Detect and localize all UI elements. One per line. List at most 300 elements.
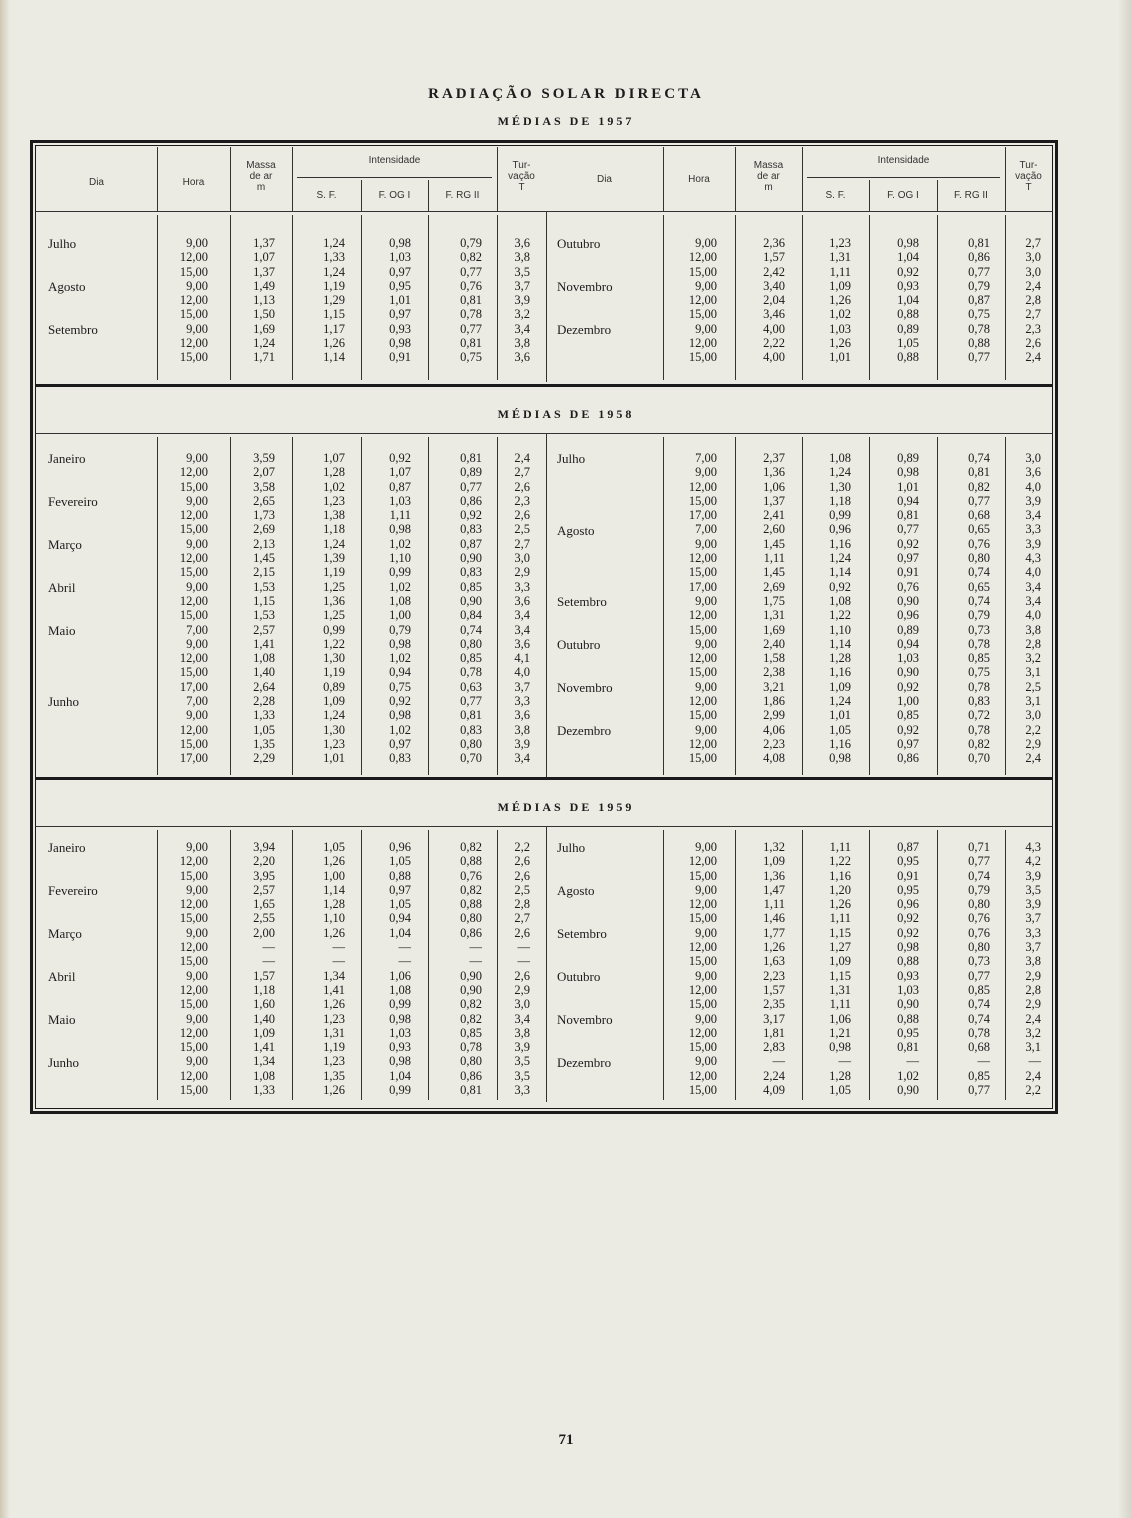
table-cell: 0,77	[460, 479, 482, 494]
table-cell: —	[517, 954, 530, 969]
column-hora	[180, 236, 208, 365]
center-column-rule	[546, 433, 547, 777]
table-cell: 0,73	[968, 622, 990, 637]
table-cell: 1,02	[389, 651, 411, 666]
column-rg	[968, 840, 990, 1097]
table-cell: —	[262, 940, 275, 955]
column-rg	[460, 236, 482, 365]
table-cell: 1,16	[829, 665, 851, 680]
table-cell: 2,64	[253, 679, 275, 694]
table-cell: 0,63	[460, 679, 482, 694]
table-cell: 1,14	[323, 882, 345, 897]
table-cell: 0,93	[389, 321, 411, 336]
table-cell: 0,92	[389, 694, 411, 709]
table-cell: 9,00	[186, 493, 208, 508]
table-cell: 2,23	[763, 736, 785, 751]
table-cell: 1,36	[323, 593, 345, 608]
page-number: 71	[558, 1432, 574, 1448]
column-rule	[292, 830, 293, 1100]
table-cell: 2,6	[514, 508, 530, 523]
table-cell: 1,09	[323, 694, 345, 709]
month-label: Dezembro	[557, 1054, 612, 1070]
section-title-1959: MÉDIAS DE 1959	[497, 800, 635, 814]
column-rule	[361, 830, 362, 1100]
table-cell: 2,4	[1025, 1068, 1041, 1083]
table-cell: 0,76	[460, 278, 482, 293]
table-cell: 0,86	[897, 751, 919, 766]
table-cell: 15,00	[688, 868, 717, 883]
column-massa	[763, 236, 785, 365]
table-cell: 0,72	[968, 708, 990, 723]
column-rg	[968, 236, 990, 365]
table-cell: 9,00	[695, 679, 717, 694]
table-cell: 1,69	[253, 321, 275, 336]
table-cell: 0,98	[389, 236, 411, 250]
table-cell: 0,78	[968, 679, 990, 694]
table-cell: 3,3	[1025, 925, 1041, 940]
table-cell: 3,8	[1025, 954, 1041, 969]
table-cell: 0,78	[460, 1040, 482, 1055]
column-sf	[323, 236, 345, 365]
header-rg: F. RG II	[954, 190, 988, 201]
table-cell: 1,32	[763, 840, 785, 854]
table-cell: 2,6	[514, 479, 530, 494]
table-cell: 1,22	[829, 608, 851, 623]
table-cell: 9,00	[695, 321, 717, 336]
table-cell: 15,00	[179, 1083, 208, 1098]
table-cell: 1,45	[253, 551, 275, 566]
column-rule	[869, 830, 870, 1100]
header-sf: S. F.	[825, 190, 846, 201]
table-cell: 3,0	[1025, 250, 1041, 265]
table-cell: 1,26	[323, 854, 345, 869]
table-cell: 1,09	[763, 854, 785, 869]
month-label: Abril	[48, 579, 76, 595]
table-cell: 0,87	[389, 479, 411, 494]
column-rule	[230, 215, 231, 380]
table-cell: 0,95	[897, 854, 919, 869]
table-cell: 2,5	[1025, 679, 1041, 694]
table-cell: 2,6	[1025, 336, 1041, 351]
table-cell: 0,97	[389, 882, 411, 897]
table-cell: 3,9	[1025, 868, 1041, 883]
month-label: Março	[48, 925, 82, 941]
table-cell: 15,00	[688, 307, 717, 322]
column-rule	[735, 215, 736, 380]
header-column-rule	[1005, 147, 1006, 211]
table-cell: 1,05	[897, 336, 919, 351]
table-cell: 2,8	[1025, 982, 1041, 997]
table-cell: 0,88	[897, 350, 919, 365]
column-sf	[829, 840, 851, 1097]
table-cell: 0,99	[323, 622, 345, 637]
table-cell: 2,13	[253, 536, 275, 551]
column-massa	[253, 236, 275, 365]
table-cell: 1,33	[323, 250, 345, 265]
table-cell: 1,41	[253, 636, 275, 651]
table-cell: 1,22	[323, 636, 345, 651]
table-cell: 15,00	[179, 868, 208, 883]
table-cell: 17,00	[179, 679, 208, 694]
table-cell: 2,29	[253, 751, 275, 766]
table-cell: 0,77	[968, 493, 990, 508]
table-cell: 2,57	[253, 882, 275, 897]
table-cell: 2,37	[763, 451, 785, 465]
table-cell: 1,58	[763, 651, 785, 666]
table-cell: 0,98	[897, 236, 919, 250]
header-og: F. OG I	[378, 190, 411, 201]
table-cell: 2,60	[763, 522, 785, 537]
table-cell: 0,93	[897, 968, 919, 983]
table-cell: 0,65	[968, 579, 990, 594]
column-rg	[460, 451, 482, 766]
table-cell: 15,00	[179, 264, 208, 279]
table-cell: 15,00	[179, 608, 208, 623]
table-cell: 15,00	[179, 479, 208, 494]
table-cell: 3,4	[514, 751, 530, 766]
column-og	[389, 840, 411, 1097]
table-cell: 7,00	[695, 522, 717, 537]
table-cell: 3,8	[514, 336, 530, 351]
table-cell: 0,99	[389, 565, 411, 580]
table-cell: 0,92	[460, 508, 482, 523]
column-rule	[869, 215, 870, 380]
table-cell: 12,00	[179, 651, 208, 666]
table-cell: 3,4	[514, 321, 530, 336]
table-cell: 1,09	[829, 679, 851, 694]
column-rule	[1005, 830, 1006, 1100]
table-cell: 0,70	[460, 751, 482, 766]
header-dia: Dia	[596, 174, 612, 185]
table-cell: 3,4	[1025, 579, 1041, 594]
table-cell: 1,28	[829, 1068, 851, 1083]
table-cell: 0,76	[460, 868, 482, 883]
table-cell: 3,4	[1025, 593, 1041, 608]
table-cell: 1,57	[763, 250, 785, 265]
table-cell: 12,00	[179, 336, 208, 351]
table-cell: 2,6	[514, 925, 530, 940]
table-cell: —	[469, 954, 482, 969]
table-cell: 1,10	[323, 911, 345, 926]
table-cell: 0,85	[460, 651, 482, 666]
table-cell: 0,89	[897, 622, 919, 637]
table-cell: 0,77	[968, 854, 990, 869]
table-cell: 3,17	[763, 1011, 785, 1026]
table-cell: 17,00	[688, 508, 717, 523]
table-cell: 9,00	[186, 1011, 208, 1026]
table-cell: 0,85	[460, 579, 482, 594]
table-cell: 3,21	[763, 679, 785, 694]
table-cell: 0,82	[460, 840, 482, 854]
table-cell: 1,14	[829, 565, 851, 580]
table-cell: 12,00	[688, 479, 717, 494]
table-cell: —	[332, 940, 345, 955]
table-cell: 0,96	[897, 897, 919, 912]
table-cell: 0,77	[460, 694, 482, 709]
section-separator	[36, 777, 1052, 780]
table-cell: 1,03	[389, 493, 411, 508]
table-cell: 9,00	[695, 925, 717, 940]
table-cell: 0,93	[389, 1040, 411, 1055]
header-bottom-rule	[36, 211, 1052, 212]
table-cell: 9,00	[186, 925, 208, 940]
column-rule	[428, 437, 429, 775]
table-cell: 1,30	[829, 479, 851, 494]
table-cell: 0,98	[897, 465, 919, 480]
table-cell: 1,26	[829, 293, 851, 308]
table-cell: 0,97	[389, 307, 411, 322]
table-cell: 0,82	[968, 479, 990, 494]
table-cell: 15,00	[688, 1040, 717, 1055]
table-cell: 1,60	[253, 997, 275, 1012]
table-cell: 1,24	[253, 336, 275, 351]
table-cell: 0,76	[968, 925, 990, 940]
table-cell: 0,90	[897, 593, 919, 608]
header-rule-intensidade	[807, 177, 1000, 178]
table-cell: 2,9	[514, 982, 530, 997]
table-cell: 0,90	[460, 593, 482, 608]
table-cell: 0,96	[897, 608, 919, 623]
table-cell: 3,5	[514, 264, 530, 279]
month-label: Janeiro	[48, 840, 86, 855]
table-cell: 1,19	[323, 565, 345, 580]
table-cell: 0,90	[897, 665, 919, 680]
table-cell: 1,15	[323, 307, 345, 322]
table-cell: 1,22	[829, 854, 851, 869]
column-t	[1025, 840, 1041, 1097]
table-cell: 0,78	[460, 665, 482, 680]
table-cell: 0,86	[968, 250, 990, 265]
table-cell: 0,74	[968, 451, 990, 465]
table-cell: 12,00	[688, 336, 717, 351]
header-column-rule	[869, 180, 870, 211]
table-cell: 1,18	[323, 522, 345, 537]
table-cell: 1,05	[323, 840, 345, 854]
table-cell: 3,0	[1025, 451, 1041, 465]
table-cell: 15,00	[688, 493, 717, 508]
table-cell: 15,00	[179, 911, 208, 926]
table-cell: 3,9	[514, 1040, 530, 1055]
table-cell: 0,92	[829, 579, 851, 594]
table-cell: 0,68	[968, 1040, 990, 1055]
table-cell: 0,78	[460, 307, 482, 322]
column-massa	[253, 451, 275, 766]
table-cell: 4,0	[1025, 565, 1041, 580]
column-rule	[230, 437, 231, 775]
table-cell: 7,00	[695, 451, 717, 465]
table-cell: 0,85	[968, 1068, 990, 1083]
column-hora	[180, 840, 208, 1097]
table-cell: 0,90	[897, 997, 919, 1012]
table-cell: 1,10	[389, 551, 411, 566]
table-cell: 1,11	[829, 997, 851, 1012]
table-cell: 1,30	[323, 722, 345, 737]
table-cell: 1,02	[389, 536, 411, 551]
column-massa	[253, 840, 275, 1097]
table-cell: 3,4	[514, 1011, 530, 1026]
header-column-rule	[937, 180, 938, 211]
table-cell: 4,00	[763, 350, 785, 365]
column-rg	[968, 451, 990, 766]
table-cell: 1,09	[829, 278, 851, 293]
table-cell: 1,02	[323, 479, 345, 494]
table-cell: 0,88	[460, 854, 482, 869]
table-cell: 2,99	[763, 708, 785, 723]
table-cell: 2,41	[763, 508, 785, 523]
table-cell: 1,05	[389, 897, 411, 912]
table-cell: 1,69	[763, 622, 785, 637]
table-cell: 12,00	[688, 1068, 717, 1083]
table-cell: 4,0	[1025, 608, 1041, 623]
table-cell: 1,36	[763, 868, 785, 883]
table-cell: 3,7	[1025, 911, 1041, 926]
table-cell: 1,25	[323, 608, 345, 623]
table-cell: 0,83	[460, 522, 482, 537]
header-intensidade: Intensidade	[368, 155, 421, 166]
table-cell: 2,6	[514, 968, 530, 983]
table-cell: 1,33	[253, 1083, 275, 1098]
table-cell: 1,37	[763, 493, 785, 508]
table-cell: 2,20	[253, 854, 275, 869]
header-column-rule	[735, 147, 736, 211]
table-cell: 1,46	[763, 911, 785, 926]
column-rule	[157, 830, 158, 1100]
header-column-rule	[663, 147, 664, 211]
table-cell: 0,81	[897, 1040, 919, 1055]
column-og	[897, 236, 919, 365]
table-cell: 15,00	[179, 665, 208, 680]
table-cell: 0,81	[460, 336, 482, 351]
table-cell: 3,6	[1025, 465, 1041, 480]
table-cell: 2,6	[514, 868, 530, 883]
table-cell: 0,77	[968, 968, 990, 983]
table-cell: 0,98	[389, 522, 411, 537]
month-label: Novembro	[557, 679, 613, 695]
table-cell: 1,11	[389, 508, 411, 523]
table-cell: 1,01	[829, 350, 851, 365]
table-cell: 0,97	[897, 736, 919, 751]
table-cell: 3,3	[514, 1083, 530, 1098]
table-cell: 1,25	[323, 579, 345, 594]
table-cell: 3,9	[514, 736, 530, 751]
table-cell: 3,9	[514, 293, 530, 308]
table-cell: 12,00	[179, 1068, 208, 1083]
month-label: Novembro	[557, 1011, 613, 1027]
column-rule	[735, 437, 736, 775]
table-cell: 0,89	[897, 321, 919, 336]
table-cell: 9,00	[186, 536, 208, 551]
column-t	[1025, 451, 1041, 766]
table-cell: 9,00	[695, 593, 717, 608]
table-cell: 1,71	[253, 350, 275, 365]
column-massa	[763, 451, 785, 766]
table-cell: 1,00	[897, 694, 919, 709]
table-cell: 1,27	[829, 940, 851, 955]
table-cell: 0,85	[968, 651, 990, 666]
table-cell: 2,5	[514, 882, 530, 897]
table-cell: 4,0	[1025, 479, 1041, 494]
table-cell: 1,31	[829, 250, 851, 265]
table-cell: 1,35	[253, 736, 275, 751]
table-cell: 0,86	[460, 925, 482, 940]
table-cell: 1,03	[389, 250, 411, 265]
table-cell: 15,00	[179, 997, 208, 1012]
column-rule	[735, 830, 736, 1100]
table-cell: 0,92	[897, 911, 919, 926]
month-label: Dezembro	[557, 321, 612, 337]
table-cell: 1,26	[323, 925, 345, 940]
table-cell: 2,00	[253, 925, 275, 940]
table-cell: 0,97	[389, 736, 411, 751]
table-cell: 2,4	[514, 451, 530, 465]
table-cell: 1,86	[763, 694, 785, 709]
table-cell: 15,00	[688, 911, 717, 926]
column-t	[514, 236, 530, 365]
column-rg	[460, 840, 482, 1097]
table-cell: 4,08	[763, 751, 785, 766]
table-cell: 0,84	[460, 608, 482, 623]
table-cell: 2,36	[763, 236, 785, 250]
table-cell: 1,26	[323, 336, 345, 351]
table-cell: 1,35	[323, 1068, 345, 1083]
table-cell: 0,85	[460, 1025, 482, 1040]
table-cell: 1,01	[897, 479, 919, 494]
table-cell: 1,65	[253, 897, 275, 912]
column-rule	[802, 830, 803, 1100]
header-column-rule	[361, 180, 362, 211]
table-cell: 12,00	[179, 1025, 208, 1040]
table-cell: 9,00	[186, 708, 208, 723]
table-cell: 1,02	[389, 579, 411, 594]
table-cell: 15,00	[179, 307, 208, 322]
table-cell: 1,16	[829, 736, 851, 751]
table-cell: 1,53	[253, 579, 275, 594]
table-cell: 15,00	[688, 350, 717, 365]
table-cell: 1,00	[323, 868, 345, 883]
table-cell: 2,3	[514, 493, 530, 508]
table-cell: 9,00	[695, 722, 717, 737]
table-cell: 3,94	[253, 840, 275, 854]
table-cell: 12,00	[688, 608, 717, 623]
table-cell: 1,14	[829, 636, 851, 651]
table-cell: 1,39	[323, 551, 345, 566]
table-cell: 3,6	[514, 636, 530, 651]
table-cell: 2,65	[253, 493, 275, 508]
table-cell: 3,3	[514, 694, 530, 709]
table-cell: 1,24	[323, 536, 345, 551]
column-t	[1025, 236, 1041, 365]
table-cell: 0,74	[968, 565, 990, 580]
table-cell: 0,82	[460, 250, 482, 265]
table-cell: 3,3	[1025, 522, 1041, 537]
table-cell: 9,00	[186, 968, 208, 983]
table-cell: 1,19	[323, 665, 345, 680]
table-cell: 1,40	[253, 665, 275, 680]
table-cell: —	[838, 1054, 851, 1069]
month-label: Maio	[48, 622, 76, 638]
table-cell: 9,00	[186, 882, 208, 897]
table-cell: 2,4	[1025, 751, 1041, 766]
table-cell: 15,00	[688, 264, 717, 279]
table-cell: 0,91	[389, 350, 411, 365]
table-cell: 3,0	[514, 551, 530, 566]
table-cell: 9,00	[186, 579, 208, 594]
column-sf	[829, 236, 851, 365]
table-cell: 0,92	[897, 264, 919, 279]
table-cell: 0,77	[897, 522, 919, 537]
table-cell: 2,9	[1025, 736, 1041, 751]
table-cell: 1,57	[253, 968, 275, 983]
